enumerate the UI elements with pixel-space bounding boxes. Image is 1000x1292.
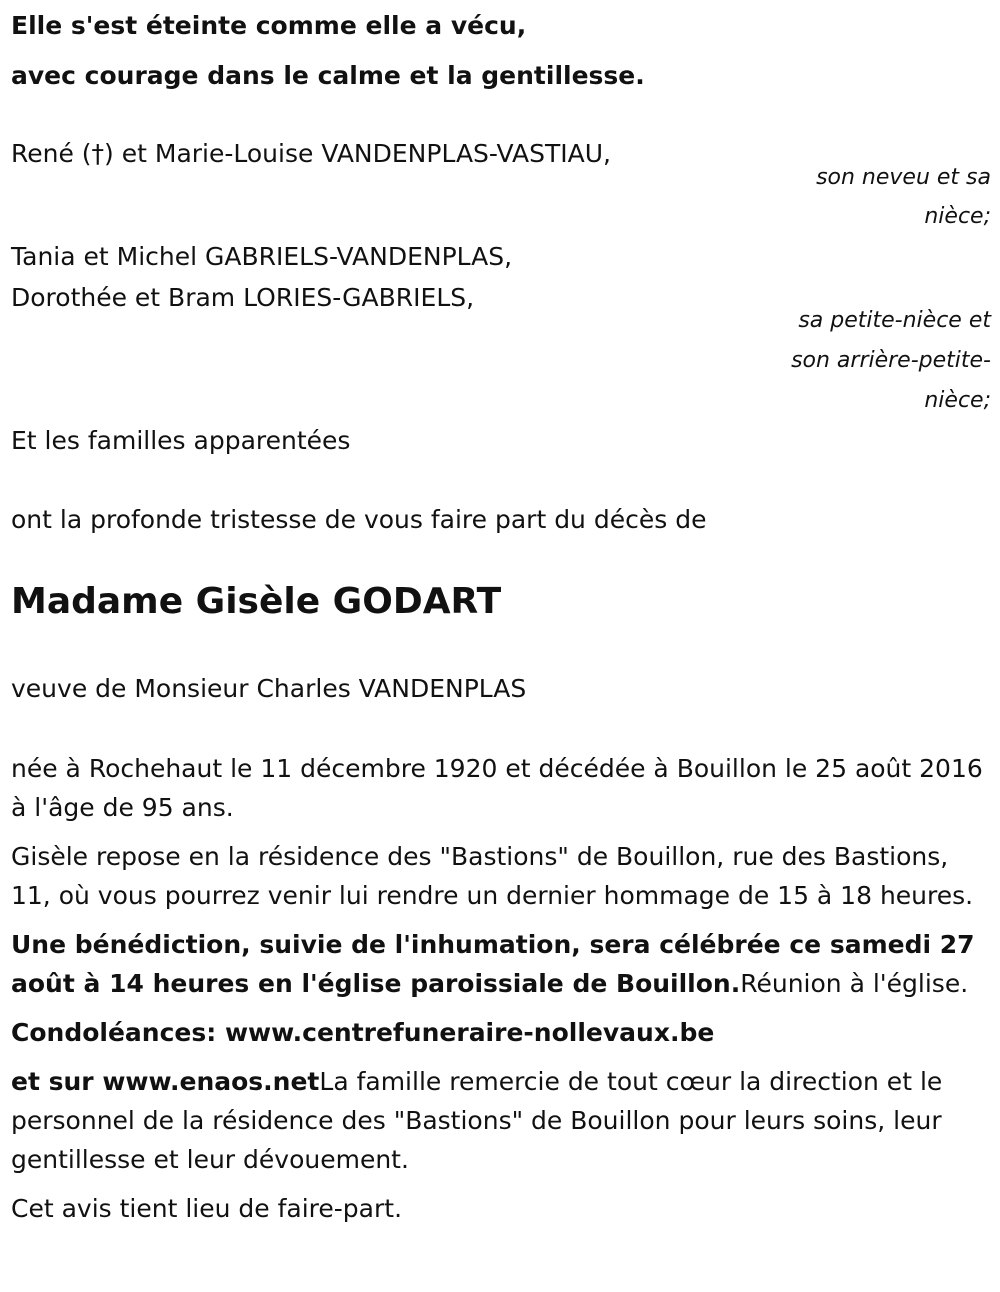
family-group1-relation-1: son neveu et sa: [816, 165, 991, 190]
family-group1-relation-2: nièce;: [924, 204, 991, 229]
rest-paragraph: Gisèle repose en la résidence des "Bastions" de Bouillon, rue des Bastions, 11, où vous pourrez venir lui rendre un dernier hommage de 15 à 18 heures.: [11, 842, 974, 910]
condolences-line: Condoléances: www.centrefuneraire-nollevaux.be: [11, 1018, 715, 1047]
thanks-text: La famille remercie de tout cœur la direction et le personnel de la résidence des "Bastions" de Bouillon pour leurs soins, leur gentillesse et leur dévouement.: [11, 1067, 943, 1174]
family-group2-names-1: Tania et Michel GABRIELS-VANDENPLAS,: [11, 242, 513, 271]
deceased-name: Madame Gisèle GODART: [11, 581, 502, 622]
epigraph-line-2: avec courage dans le calme et la gentillesse.: [11, 61, 645, 90]
ceremony-paragraph: [11, 925, 991, 1003]
deceased-spouse: veuve de Monsieur Charles VANDENPLAS: [11, 674, 527, 703]
also-website-text: et sur www.enaos.net: [11, 1067, 320, 1096]
announcement: ont la profonde tristesse de vous faire part du décès de: [11, 505, 707, 534]
birth-death-paragraph: née à Rochehaut le 11 décembre 1920 et décédée à Bouillon le 25 août 2016 à l'âge de 95 ans.: [11, 754, 983, 822]
thanks-paragraph: [11, 1062, 991, 1179]
family-group2-relation-2: son arrière-petite-: [791, 348, 991, 373]
family-group2-relation-3: nièce;: [924, 388, 991, 413]
ceremony-meeting-text: Réunion à l'église.: [740, 969, 969, 998]
ceremony-bold-text: Une bénédiction, suivie de l'inhumation, sera célébrée ce samedi 27 août à 14 heures en l'église paroissiale de Bouillon.: [11, 930, 975, 998]
family-others: Et les familles apparentées: [11, 426, 351, 455]
family-group2-relation-1: sa petite-nièce et: [798, 308, 991, 333]
notice-line: Cet avis tient lieu de faire-part.: [11, 1194, 403, 1223]
details-section: [11, 749, 991, 1228]
family-group1-names: René (†) et Marie-Louise VANDENPLAS-VASTIAU,: [11, 139, 611, 168]
epigraph-line-1: Elle s'est éteinte comme elle a vécu,: [11, 11, 527, 40]
family-group2-names-2: Dorothée et Bram LORIES-GABRIELS,: [11, 283, 475, 312]
